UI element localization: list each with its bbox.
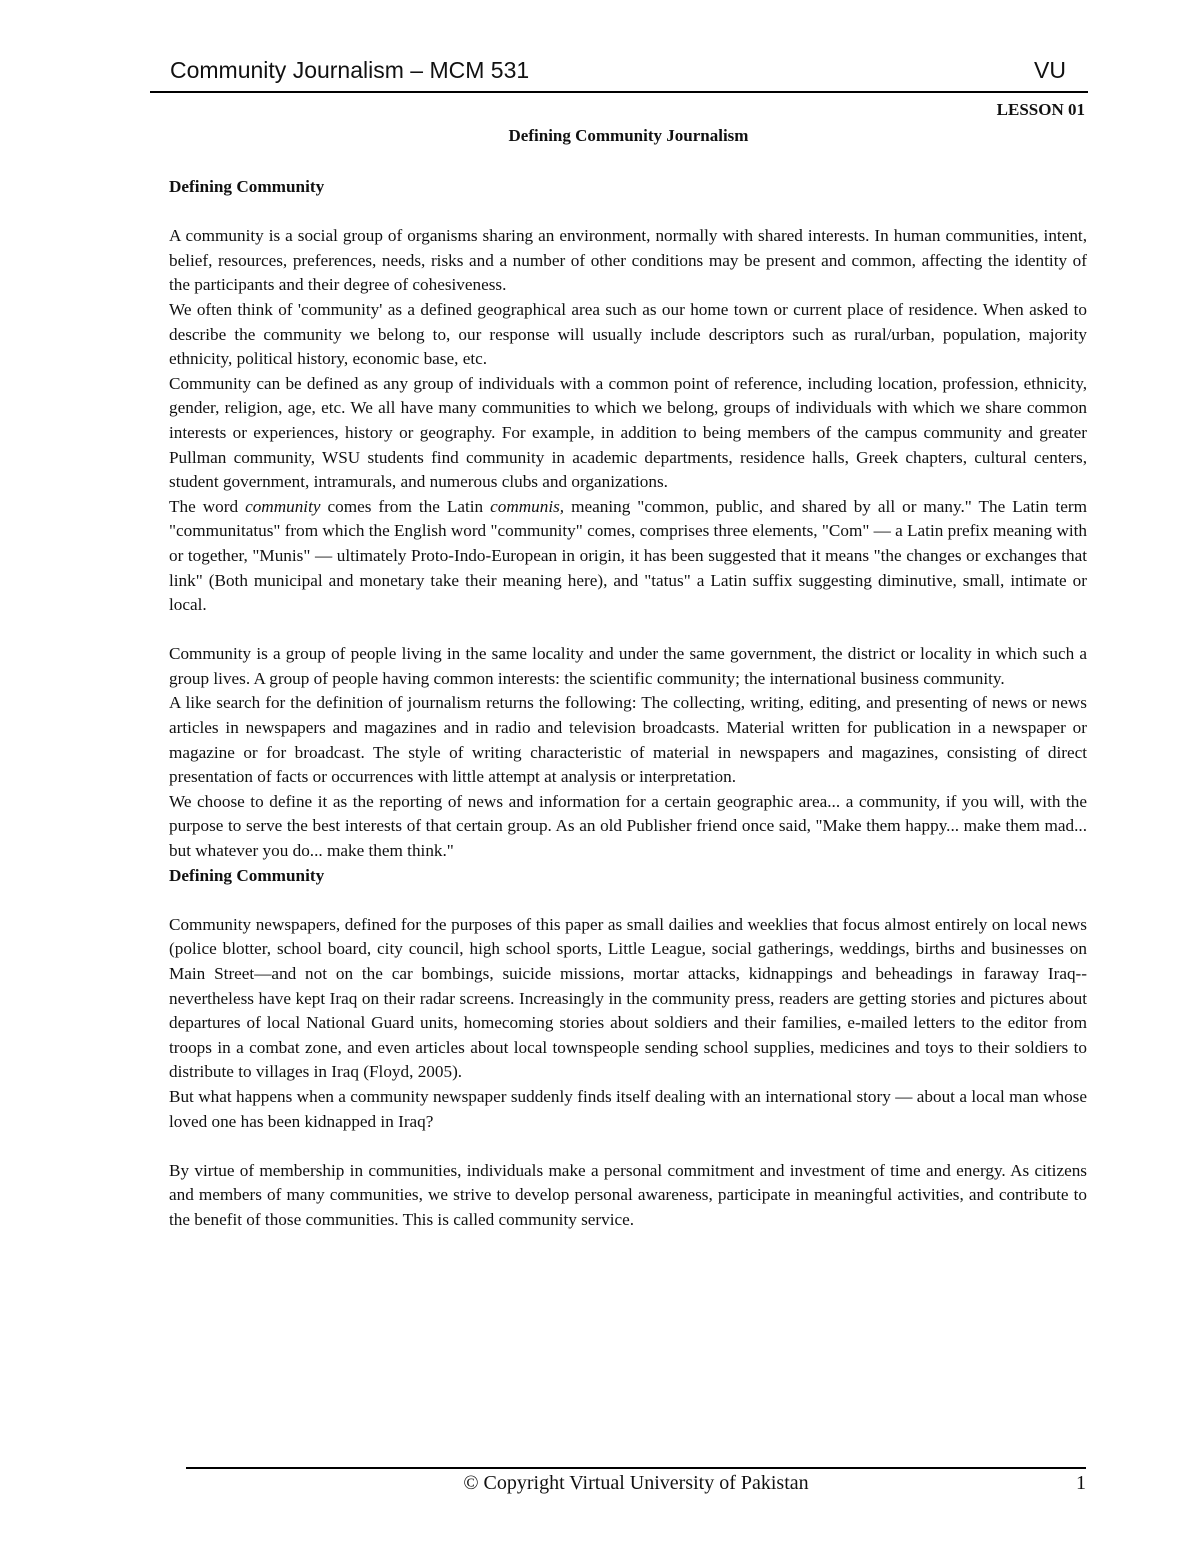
course-title: Community Journalism – MCM 531 — [170, 57, 530, 83]
document-body — [169, 175, 1087, 1233]
paragraph: Community is a group of people living in the same locality and under the same government, the district or locality in which such a group lives. A group of people having common interests: the scientific community; the international business community. — [169, 644, 1087, 688]
lesson-label: LESSON 01 — [996, 100, 1085, 119]
paragraph: But what happens when a community newspaper suddenly finds itself dealing with an international story — about a local man whose loved one has been kidnapped in Iraq? — [169, 1086, 1087, 1131]
paragraph: Community newspapers, defined for the purposes of this paper as small dailies and weeklies that focus almost entirely on local news (police blotter, school board, city council, high school sports, Little League, social gatherings, weddings, births and businesses on Main Street—and not on the car bombings, suicide missions, mortar attacks, kidnappings and beheadings in faraway Iraq--nevertheless have kept Iraq on their radar screens. Increasingly in the community press, readers are getting stories and pictures about departures of local National Guard units, homecoming stories about soldiers and their families, e-mailed letters to the editor from troops in a combat zone, and even articles about local townspeople sending school supplies, medicines and toys to their soldiers to distribute to villages in Iraq (Floyd, 2005). — [169, 914, 1087, 1082]
paragraph-spacer — [169, 618, 1087, 643]
section-heading: Defining Community — [169, 865, 325, 885]
paragraph: We choose to define it as the reporting of news and information for a certain geographic area... a community, if you will, with the purpose to serve the best interests of that certain group. As an old Publisher friend once said, "Make them happy... make them mad... but whatever you do... make them think." — [169, 791, 1087, 861]
page-header — [150, 55, 1088, 93]
paragraph: We often think of 'community' as a defined geographical area such as our home town or current place of residence. When asked to describe the community we belong to, our response will usually include descriptors such as rural/urban, population, majority ethnicity, political history, economic base, etc. — [169, 299, 1087, 369]
paragraph: Community can be defined as any group of individuals with a common point of reference, including location, profession, ethnicity, gender, religion, age, etc. We all have many communities to which we belong, groups of individuals with which we share common interests or experiences, history or geography. For example, in addition to being members of the campus community and greater Pullman community, WSU students find community in academic departments, residence halls, Greek chapters, cultural centers, student government, intramurals, and numerous clubs and organizations. — [169, 373, 1087, 492]
section-heading: Defining Community — [169, 177, 325, 196]
paragraph — [169, 495, 1087, 618]
copyright-text: © Copyright Virtual University of Pakistan — [463, 1472, 809, 1494]
emphasis-text: community — [245, 496, 321, 516]
text-run: comes from the Latin — [320, 496, 491, 516]
paragraph-spacer — [169, 888, 1087, 913]
page-number: 1 — [1076, 1472, 1086, 1494]
text-run: meaning "common, public, and shared by all or many." The Latin term "communitatus" from which the English word "community" comes, comprises three elements, "Com" — a Latin prefix meaning with or together, "Munis" — ultimately Proto-Indo-European in origin, it has been suggested that it means "the changes or exchanges that link" (Both municipal and monetary take their meaning here), and "tatus" a Latin suffix suggesting diminutive, small, intimate or local. — [169, 496, 1087, 615]
paragraph-spacer — [169, 200, 1087, 225]
paragraph: A like search for the definition of journalism returns the following: The collecting, writing, editing, and presenting of news or news articles in newspapers and magazines and in radio and television broadcasts. Material written for publication in a newspaper or magazine or for broadcast. The style of writing characteristic of material in newspapers and magazines, consisting of direct presentation of facts or occurrences with little attempt at analysis or interpretation. — [169, 693, 1087, 787]
institution-label: VU — [1034, 57, 1066, 83]
emphasis-text: communis, — [490, 496, 565, 516]
text-run: The word — [169, 496, 246, 516]
paragraph: A community is a social group of organisms sharing an environment, normally with shared interests. In human communities, intent, belief, resources, preferences, needs, risks and a number of other conditions may be present and common, affecting the identity of the participants and their degree of cohesiveness. — [169, 226, 1087, 295]
page-title: Defining Community Journalism — [508, 126, 749, 145]
paragraph: By virtue of membership in communities, individuals make a personal commitment and investment of time and energy. As citizens and members of many communities, we strive to develop personal awareness, participate in meaningful activities, and contribute to the benefit of those communities. This is called community service. — [169, 1160, 1087, 1229]
paragraph-spacer — [169, 1134, 1087, 1159]
footer-divider — [186, 1467, 1086, 1469]
